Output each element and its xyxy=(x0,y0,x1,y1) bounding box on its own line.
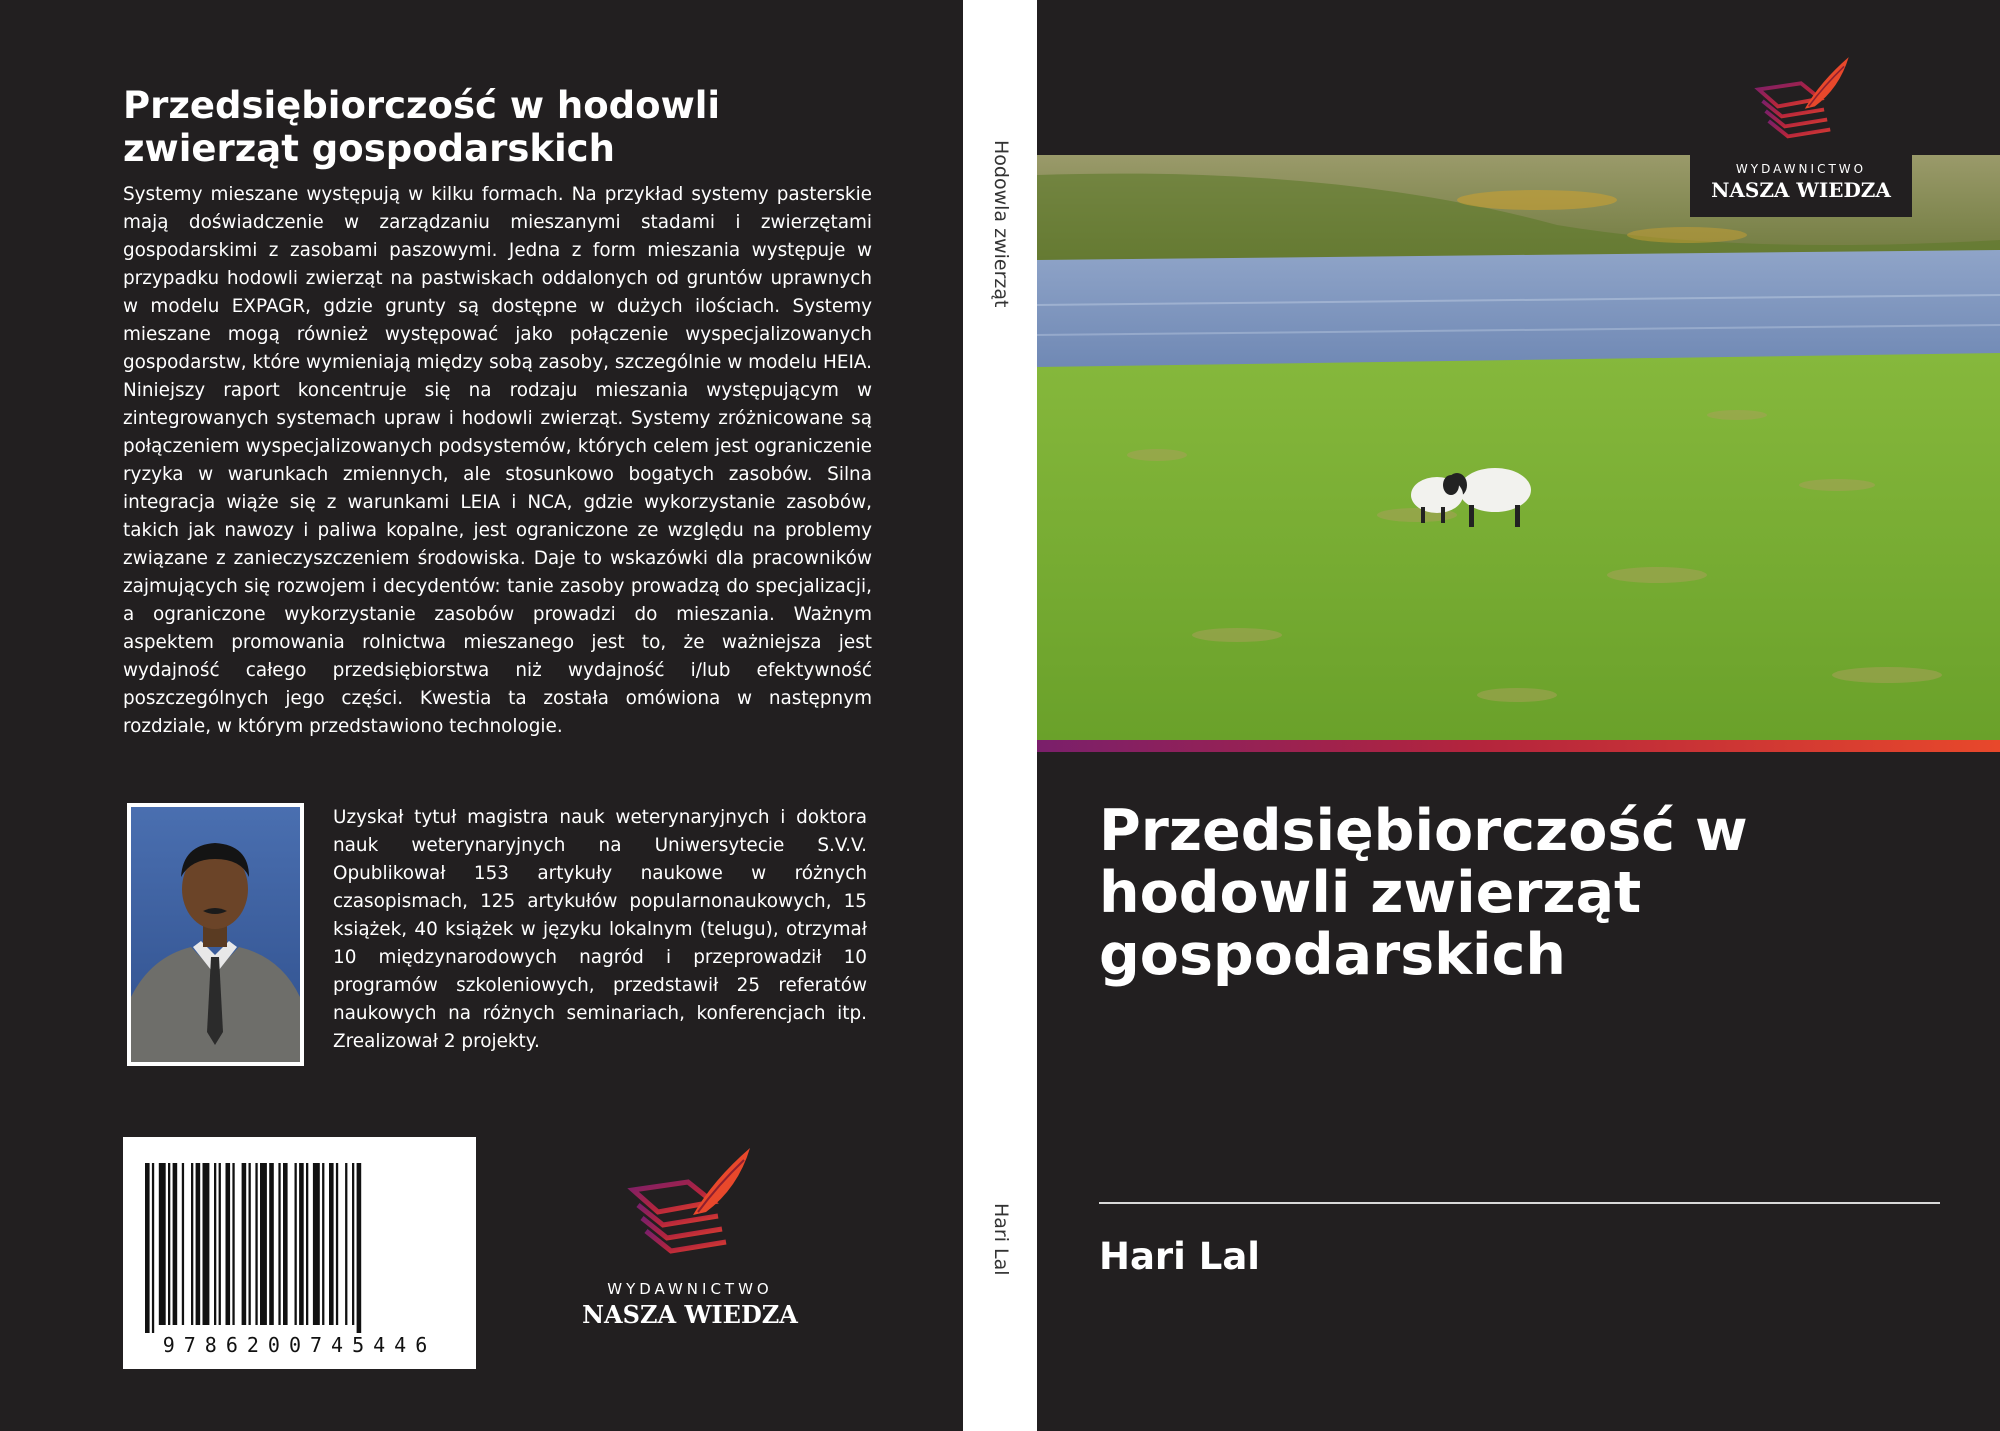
barcode-bar xyxy=(232,1163,234,1325)
barcode-bar xyxy=(159,1163,166,1325)
barcode-bar xyxy=(214,1163,216,1325)
barcode-bar xyxy=(196,1163,201,1325)
spine-title: Hodowla zwierząt xyxy=(990,140,1012,308)
author-bio: Uzyskał tytuł magistra nauk weterynaryjnych i doktora nauk weterynaryjnych na Uniwersytecie S.V.V. Opublikował 153 artykuły naukowe w różnych czasopismach, 125 artykułów popularnonaukowych, 15 książek, 40 książek w języku lokalnym (telugu), otrzymał 10 międzynarodowych nagród i przeprowadził 10 programów szkoleniowych, przedstawił 25 referatów naukowych na różnych seminariach, konferencjach itp. Zrealizował 2 projekty. xyxy=(333,807,867,1052)
books-and-feather-quill-icon xyxy=(618,1140,758,1270)
barcode-bar xyxy=(313,1163,320,1325)
publisher-logo-back xyxy=(570,1140,810,1340)
barcode-bar xyxy=(182,1163,184,1325)
back-cover-title: Przedsiębiorczość w hodowli zwierząt gospodarskich xyxy=(123,84,721,170)
publisher-logo-front xyxy=(1690,45,1912,217)
barcode-bar xyxy=(295,1163,297,1325)
barcode-bar xyxy=(345,1163,347,1325)
publisher-name-front: NASZA WIEDZA xyxy=(1711,178,1891,202)
barcode-bar xyxy=(145,1163,150,1333)
barcode-bar xyxy=(322,1163,324,1325)
isbn-number: 9786200745446 xyxy=(162,1333,437,1357)
publisher-name-back: NASZA WIEDZA xyxy=(582,1300,798,1329)
front-cover-author: Hari Lal xyxy=(1099,1235,1260,1278)
back-cover-description: Systemy mieszane występują w kilku formach. Na przykład systemy pasterskie mają doświadczenie w zarządzaniu mieszanymi stadami i zwierzętami gospodarskimi z zasobami paszowymi. Jedna z form mieszania występuje w przypadku hodowli zwierząt na pastwiskach oddalonych od gruntów uprawnych w modelu EXPAGR, gdzie grunty są dostępne w dużych ilościach. Systemy mieszane mogą również występować jako połączenie wyspecjalizowanych gospodarstw, które wymieniają między sobą zasoby, szczególnie w modelu HEIA. Niniejszy raport koncentruje się na rodzaju mieszania występującym w zintegrowanych systemach upraw i hodowli zwierząt. Systemy zróżnicowane są połączeniem wyspecjalizowanych podsystemów, których celem jest ograniczenie ryzyka w warunkach zmiennych, ale stosunkowo bogatych zasobów. Silna integracja wiąże się z warunkami LEIA i NCA, gdzie wykorzystanie zasobów, takich jak nawozy i paliwa kopalne, jest ograniczone ze względu na problemy związane z zanieczyszczeniem środowiska. Daje to wskazówki dla pracowników zajmujących się rozwojem i decydentów: tanie zasoby prowadzą do specjalizacji, a ograniczone wykorzystanie zasobów prowadzi do mieszania. Ważnym aspektem promowania rolnictwa mieszanego jest to, że ważniejsza jest wydajność całego przedsiębiorstwa niż wydajność i/lub efektywność poszczególnych jego części. Kwestia ta została omówiona w następnym rozdziale, w którym przedstawiono technologie. xyxy=(123,184,872,737)
accent-bar xyxy=(1037,740,2000,752)
barcode-bar xyxy=(278,1163,280,1325)
barcode-bar xyxy=(191,1163,193,1325)
barcode-bar xyxy=(283,1163,288,1325)
barcode-bar xyxy=(173,1163,178,1325)
barcode-bar xyxy=(226,1163,231,1325)
publisher-label-back: WYDAWNICTWO xyxy=(607,1280,773,1298)
barcode-bar xyxy=(269,1163,274,1325)
barcode xyxy=(123,1137,476,1369)
barcode-bar xyxy=(357,1163,362,1333)
barcode-bar xyxy=(249,1163,251,1325)
publisher-label-front: WYDAWNICTWO xyxy=(1735,162,1867,176)
barcode-bar xyxy=(219,1163,221,1325)
barcode-bar xyxy=(255,1163,257,1325)
barcode-bar xyxy=(336,1163,338,1325)
barcode-bar xyxy=(306,1163,308,1325)
barcode-bar xyxy=(203,1163,210,1325)
barcode-bar xyxy=(242,1163,247,1325)
front-cover-title: Przedsiębiorczość w hodowli zwierząt gospodarskich xyxy=(1099,798,1748,988)
divider xyxy=(1099,1202,1940,1204)
cover-photo xyxy=(1037,155,2000,740)
author-photo xyxy=(127,803,304,1066)
spine-author: Hari Lal xyxy=(990,1203,1012,1276)
barcode-bar xyxy=(152,1163,154,1333)
books-and-feather-quill-icon-front xyxy=(1741,51,1861,151)
barcode-bar xyxy=(352,1163,354,1325)
barcode-bar xyxy=(299,1163,304,1325)
barcode-bar xyxy=(260,1163,267,1325)
barcode-bars xyxy=(123,1137,476,1333)
barcode-bar xyxy=(168,1163,170,1325)
barcode-bar xyxy=(329,1163,334,1325)
